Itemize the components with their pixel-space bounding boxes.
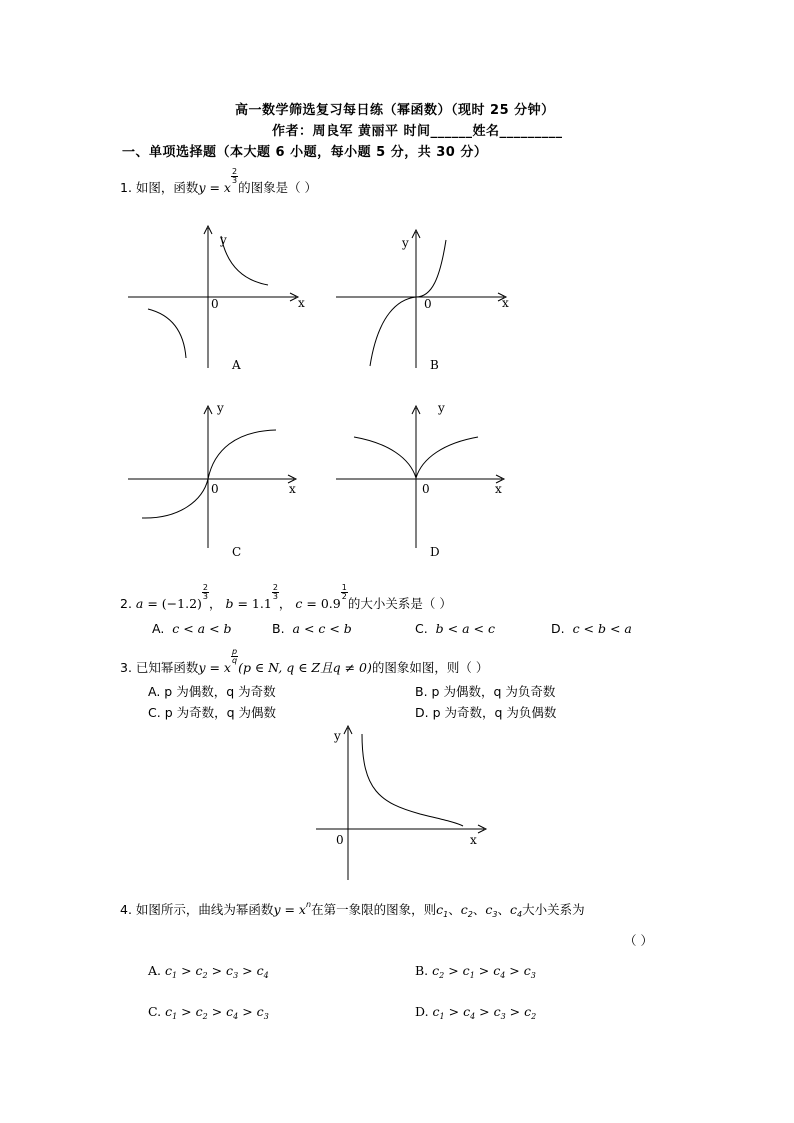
- q3-option-d: D. p 为奇数，q 为负偶数: [415, 705, 557, 720]
- graph-c-origin: 0: [211, 482, 219, 496]
- graph-c-x-label: x: [289, 482, 296, 496]
- q2-c-exponent: $\frac{1}{2}$: [341, 583, 347, 601]
- author-line: 作者：周良军 黄丽平 时间______姓名_________: [272, 124, 563, 139]
- q2-option-a: A. c < a < b: [152, 621, 232, 636]
- q4-number: 4.: [120, 902, 132, 917]
- q3-func: y = x: [198, 660, 231, 675]
- q3-graph-curve: [362, 734, 463, 826]
- q1-func-y: y: [198, 180, 206, 195]
- q2-option-c: C. b < a < c: [415, 621, 495, 636]
- q1-exponent: $\frac{2}{3}$: [231, 167, 238, 185]
- q2-option-d: D. c < b < a: [551, 621, 632, 636]
- graph-d-label: D: [430, 545, 440, 559]
- q4-pre: 如图所示，曲线为幂函数: [135, 902, 274, 917]
- graph-b-x-label: x: [502, 296, 509, 310]
- q3-post: 的图象如图，则（ ）: [371, 660, 489, 675]
- q2-sep-1: ，: [209, 596, 222, 611]
- q3-option-b: B. p 为偶数，q 为负奇数: [415, 684, 556, 699]
- graph-b-y-label: y: [402, 236, 409, 250]
- q4-post: 大小关系为: [522, 902, 585, 917]
- q2-b: b = 1.1: [225, 596, 272, 611]
- q2-sep-2: ，: [278, 596, 292, 611]
- q1-number: 1.: [120, 180, 132, 195]
- q4-mid: 在第一象限的图象，则: [311, 902, 437, 917]
- graph-b-label: B: [430, 358, 439, 372]
- graph-a-x-label: x: [298, 296, 305, 310]
- q3-pre: 已知幂函数: [135, 660, 199, 675]
- graph-c-y-label: y: [217, 401, 224, 415]
- q3-option-a: A. p 为偶数，q 为奇数: [148, 684, 276, 699]
- question-4: 4. 如图所示，曲线为幂函数$y = x^n$在第一象限的图象，则$c_1$、$c_2$、$c_3$、$c_4$大小关系为: [120, 900, 585, 919]
- q2-a-exponent: $\frac{2}{3}$: [202, 583, 208, 601]
- q3-graph-y-label: y: [334, 729, 341, 743]
- q3-condition: (p ∈ N, q ∈ Z且q ≠ 0): [238, 660, 372, 675]
- page-title: 高一数学筛选复习每日练（幂函数）（现时 25 分钟）: [235, 103, 555, 118]
- q4-option-c: C. $c_1 > c_2 > c_4 > c_3$: [148, 1004, 269, 1021]
- q3-graph-origin: 0: [336, 833, 344, 847]
- q4-func-exp: n: [305, 900, 312, 909]
- section-heading: 一、单项选择题（本大题 6 小题，每小题 5 分，共 30 分）: [122, 145, 488, 160]
- q2-post: 的大小关系是（ ）: [347, 596, 452, 611]
- graph-a-origin: 0: [211, 297, 219, 311]
- q2-b-exponent: $\frac{2}{3}$: [272, 583, 278, 601]
- q1-post: 的图象是（ ）: [238, 180, 318, 195]
- q3-exponent: $\frac{p}{q}$: [231, 647, 238, 665]
- q1-func-eq: =: [205, 180, 224, 195]
- graph-d-origin: 0: [422, 482, 430, 496]
- q2-option-b: B. a < c < b: [272, 621, 352, 636]
- graph-b-origin: 0: [424, 297, 432, 311]
- q1-func-x: x: [223, 180, 231, 195]
- q1-pre: 如图，函数: [135, 180, 199, 195]
- q3-option-c: C. p 为奇数，q 为偶数: [148, 705, 277, 720]
- q4-option-b: B. $c_2 > c_1 > c_4 > c_3$: [415, 963, 536, 980]
- q2-number: 2.: [120, 596, 132, 611]
- q4-option-a: A. $c_1 > c_2 > c_3 > c_4$: [148, 963, 269, 980]
- q2-c: c = 0.9: [295, 596, 341, 611]
- q4-answer-paren: （ ）: [624, 933, 653, 948]
- q4-func: y = x: [273, 902, 306, 917]
- q3-number: 3.: [120, 660, 132, 675]
- q2-a: a = (−1.2): [135, 596, 202, 611]
- graph-c-label: C: [232, 545, 242, 559]
- q4-option-d: D. $c_1 > c_4 > c_3 > c_2$: [415, 1004, 537, 1021]
- graph-a-label: A: [232, 358, 241, 372]
- graph-d-y-label: y: [438, 401, 445, 415]
- q3-graph-x-label: x: [470, 833, 477, 847]
- graph-a-y-label: y: [220, 233, 227, 247]
- graph-d-x-label: x: [495, 482, 502, 496]
